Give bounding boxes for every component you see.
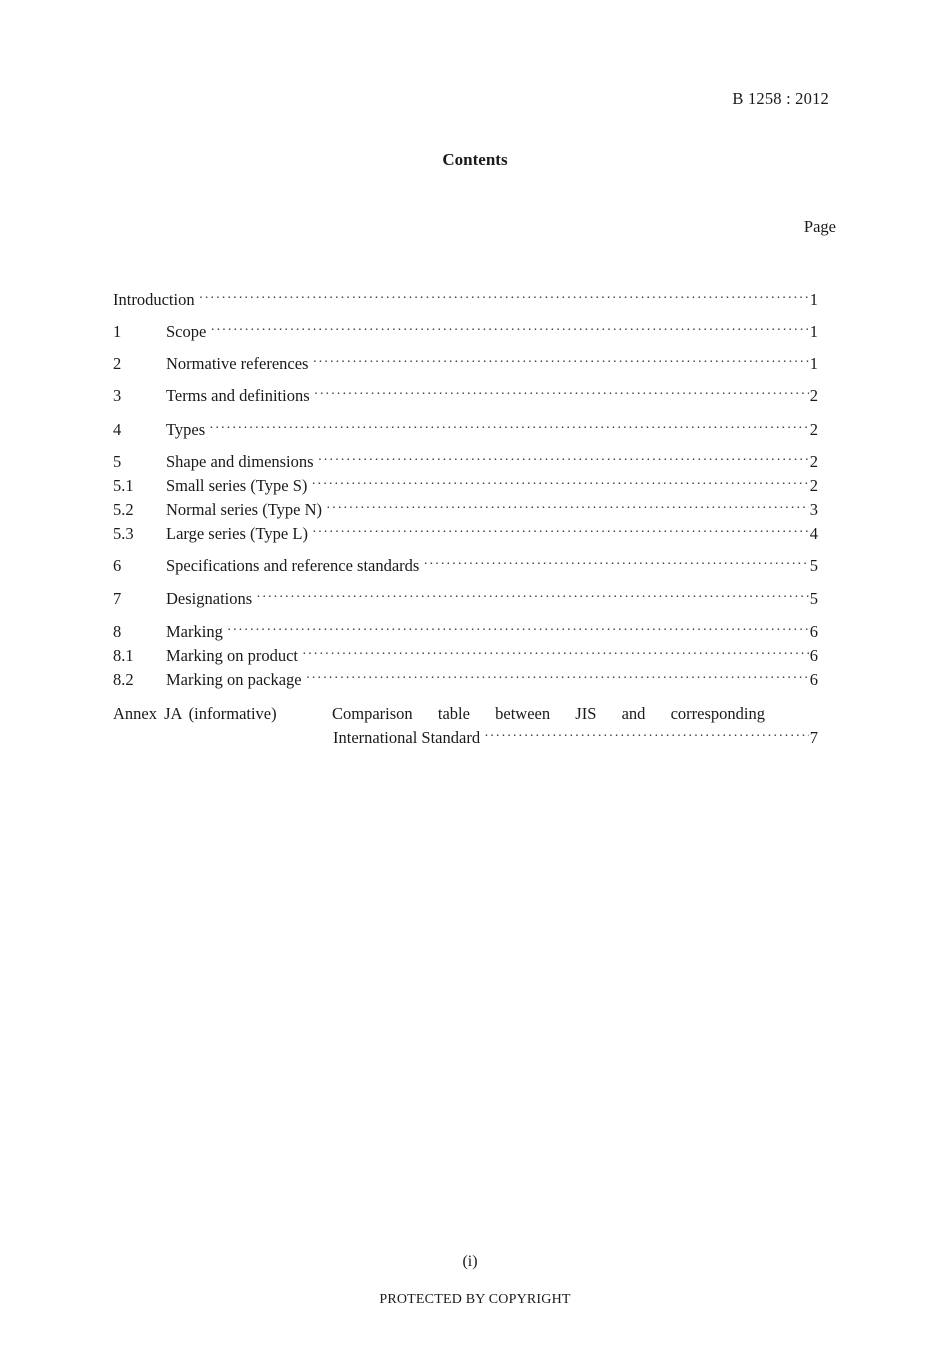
doc-number: B 1258 : 2012	[732, 89, 829, 108]
annex-label: Annex JA (informative)	[113, 704, 277, 723]
toc-entry-title: Terms and definitions	[166, 386, 310, 405]
toc-entry-title: Scope	[166, 322, 207, 341]
toc-entry-number: 8	[113, 622, 122, 641]
toc-entry-title: Large series (Type L)	[166, 524, 308, 543]
toc-entry-number: 7	[113, 589, 122, 608]
toc-entry-number: 6	[113, 556, 122, 575]
contents-title: Contents	[442, 150, 508, 169]
annex-title-word: Comparison	[332, 704, 413, 723]
toc-entry-types[interactable]	[113, 420, 818, 442]
toc-entry-number: 2	[113, 354, 122, 373]
toc-entry-page: 3	[809, 500, 818, 519]
toc-entry-designations[interactable]	[113, 589, 818, 611]
toc-entry-title: Designations	[166, 589, 253, 608]
leader-dots	[484, 729, 809, 745]
toc-entry-number: 8.2	[113, 670, 134, 689]
toc-entry-title: Shape and dimensions	[166, 452, 314, 471]
toc-entry-large-series[interactable]	[113, 524, 818, 546]
toc-entry-marking-on-product[interactable]	[113, 646, 818, 668]
page-column-heading: Page	[803, 217, 836, 236]
toc-entry-page: 5	[809, 556, 818, 575]
leader-dots	[312, 525, 809, 541]
toc-entry-page: 1	[809, 322, 818, 341]
leader-dots	[210, 323, 808, 339]
leader-dots	[311, 477, 808, 493]
leader-dots	[314, 387, 809, 403]
toc-entry-title: Marking on product	[166, 646, 298, 665]
annex-title-word: between	[495, 704, 551, 723]
toc-entry-page: 7	[809, 728, 818, 747]
toc-entry-small-series[interactable]	[113, 476, 818, 498]
copyright-notice: PROTECTED BY COPYRIGHT	[379, 1292, 571, 1307]
annex-title-word: table	[437, 704, 470, 723]
toc-entry-number: 8.1	[113, 646, 134, 665]
toc-entry-number: 5.3	[113, 524, 134, 543]
toc-entry-page: 2	[809, 452, 818, 471]
toc-entry-scope[interactable]	[113, 322, 818, 344]
annex-title-line2: International Standard	[333, 728, 481, 747]
page-number: (i)	[462, 1253, 478, 1270]
toc-entry-page: 6	[809, 622, 818, 641]
toc-entry-title: Normal series (Type N)	[166, 500, 323, 519]
toc-entry-title: Marking on package	[166, 670, 302, 689]
leader-dots	[227, 623, 809, 639]
toc-entry-terms-and-definitions[interactable]	[113, 386, 818, 408]
leader-dots	[312, 355, 808, 371]
toc-entry-number: 5.2	[113, 500, 134, 519]
toc-entry-title: Marking	[166, 622, 223, 641]
toc-entry-title: Normative references	[166, 354, 309, 373]
toc-entry-number: 1	[113, 322, 122, 341]
toc-entry-page: 2	[809, 386, 818, 405]
leader-dots	[318, 453, 809, 469]
toc-entry-introduction[interactable]	[113, 290, 818, 312]
toc-entry-title: Introduction	[113, 290, 195, 309]
leader-dots	[302, 647, 809, 663]
toc-entry-title: Specifications and reference standards	[166, 556, 420, 575]
toc-entry-page: 4	[809, 524, 818, 543]
toc-entry-normal-series[interactable]	[113, 500, 818, 522]
toc-entry-page: 1	[809, 290, 818, 309]
leader-dots	[199, 291, 809, 307]
toc-entry-title: Types	[166, 420, 206, 439]
toc-entry-page: 2	[809, 420, 818, 439]
toc-entry-marking-on-package[interactable]	[113, 670, 818, 692]
leader-dots	[256, 590, 809, 606]
leader-dots	[306, 671, 809, 687]
toc-entry-annex-ja-line2[interactable]	[333, 728, 818, 750]
toc-entry-specifications[interactable]	[113, 556, 818, 578]
toc-entry-page: 1	[809, 354, 818, 373]
toc-entry-number: 5	[113, 452, 122, 471]
toc-entry-number: 3	[113, 386, 122, 405]
toc-entry-page: 6	[809, 646, 818, 665]
toc-entry-page: 5	[809, 589, 818, 608]
leader-dots	[209, 421, 809, 437]
annex-title-word: corresponding	[670, 704, 765, 723]
toc-entry-page: 2	[809, 476, 818, 495]
annex-title-word: and	[621, 704, 646, 723]
toc-entry-title: Small series (Type S)	[166, 476, 308, 495]
toc-entry-number: 5.1	[113, 476, 134, 495]
leader-dots	[423, 557, 808, 573]
toc-entry-marking[interactable]	[113, 622, 818, 644]
toc-entry-shape-and-dimensions[interactable]	[113, 452, 818, 474]
toc-entry-page: 6	[809, 670, 818, 689]
toc-entry-number: 4	[113, 420, 122, 439]
annex-title-word: JIS	[575, 704, 597, 723]
leader-dots	[326, 501, 809, 517]
toc-entry-normative-references[interactable]	[113, 354, 818, 376]
toc-entry-annex-ja[interactable]	[113, 704, 765, 726]
annex-title-line1	[332, 704, 765, 726]
